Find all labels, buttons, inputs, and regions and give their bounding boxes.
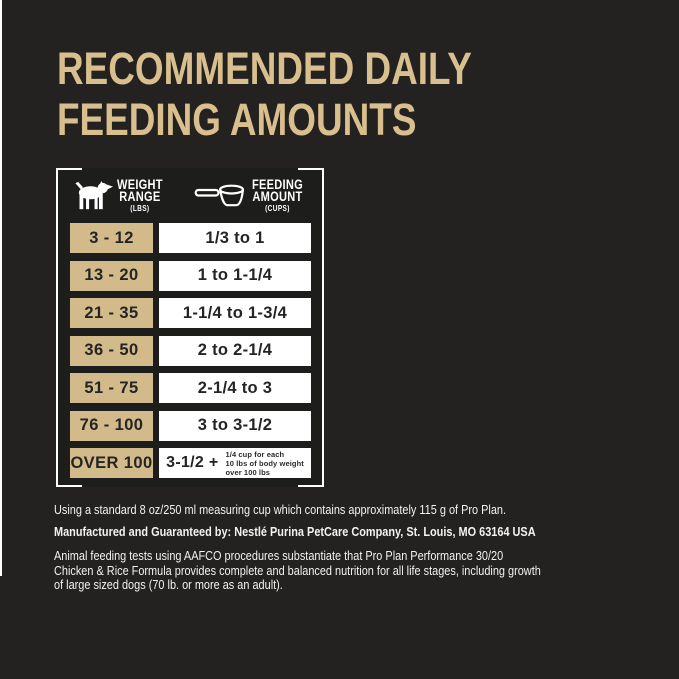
- feeding-table-rows: [70, 223, 311, 486]
- weight-cell: 36 - 50: [70, 336, 153, 366]
- weight-cell: 3 - 12: [70, 223, 153, 253]
- measuring-cup-icon: [194, 181, 248, 210]
- weight-range-label-line-2: RANGE: [119, 189, 161, 204]
- weight-cell: 76 - 100: [70, 411, 153, 441]
- feeding-amount-unit: (CUPS): [264, 203, 290, 213]
- amount-note: 1/4 cup for each 10 lbs of body weight over 100 lbs: [225, 449, 304, 477]
- table-row: [70, 261, 311, 291]
- amount-value: 1 to 1-1/4: [197, 266, 273, 284]
- weight-cell: 13 - 20: [70, 261, 153, 291]
- amount-cell: [159, 336, 311, 366]
- table-row: [70, 448, 311, 478]
- table-row: [70, 373, 311, 403]
- table-header: [56, 168, 324, 223]
- weight-cell: OVER 100: [70, 448, 153, 478]
- amount-value: 2-1/4 to 3: [197, 378, 273, 397]
- table-row: [70, 223, 311, 253]
- amount-cell: [159, 223, 311, 253]
- amount-cell: [159, 411, 311, 441]
- amount-value: 2 to 2-1/4: [197, 341, 273, 359]
- weight-cell: 51 - 75: [70, 373, 153, 403]
- amount-value: 1-1/4 to 1-3/4: [182, 303, 288, 322]
- amount-value: 3-1/2 +: [166, 454, 219, 471]
- page-title-line-2: FEEDING AMOUNTS: [57, 94, 417, 145]
- table-row: [70, 411, 311, 441]
- feeding-amount-label-line-2: AMOUNT: [252, 189, 303, 204]
- amount-cell: [159, 261, 311, 291]
- aafco-statement: [54, 549, 541, 593]
- table-row: [70, 336, 311, 366]
- weight-range-unit: (LBS): [130, 203, 150, 213]
- feeding-table: [56, 168, 324, 487]
- amount-cell: [159, 448, 311, 478]
- weight-range-label: [117, 176, 163, 213]
- aafco-line-2: Chicken & Rice Formula provides complete and balanced nutrition for all life stages, including growth: [54, 562, 541, 578]
- amount-value: 3 to 3-1/2: [197, 416, 273, 434]
- amount-cell: [159, 373, 311, 403]
- weight-range-label-line-1: WEIGHT: [117, 176, 163, 192]
- weight-cell: 21 - 35: [70, 298, 153, 328]
- column-header-weight-range: [72, 176, 173, 213]
- page-title: [57, 43, 472, 145]
- left-edge-artifact: [0, 0, 2, 576]
- column-header-feeding-amount: [194, 176, 314, 213]
- page-title-line-1: RECOMMENDED DAILY: [57, 43, 472, 94]
- feeding-amount-label-line-1: FEEDING: [251, 176, 303, 192]
- dog-icon: [72, 180, 113, 211]
- manufacturer-note: Manufactured and Guaranteed by: Nestlé Purina PetCare Company, St. Louis, MO 63164 USA: [54, 524, 536, 539]
- feeding-amount-label: [251, 176, 303, 213]
- measuring-cup-note: Using a standard 8 oz/250 ml measuring cup which contains approximately 115 g of Pro Plan.: [54, 502, 507, 517]
- table-row: [70, 298, 311, 328]
- amount-value: 1/3 to 1: [205, 228, 265, 247]
- amount-cell: [159, 298, 311, 328]
- aafco-line-3: of large sized dogs (70 lb. or more as an adult).: [54, 577, 283, 592]
- aafco-line-1: Animal feeding tests using AAFCO procedures substantiate that Pro Plan Performance 30/20: [54, 548, 504, 563]
